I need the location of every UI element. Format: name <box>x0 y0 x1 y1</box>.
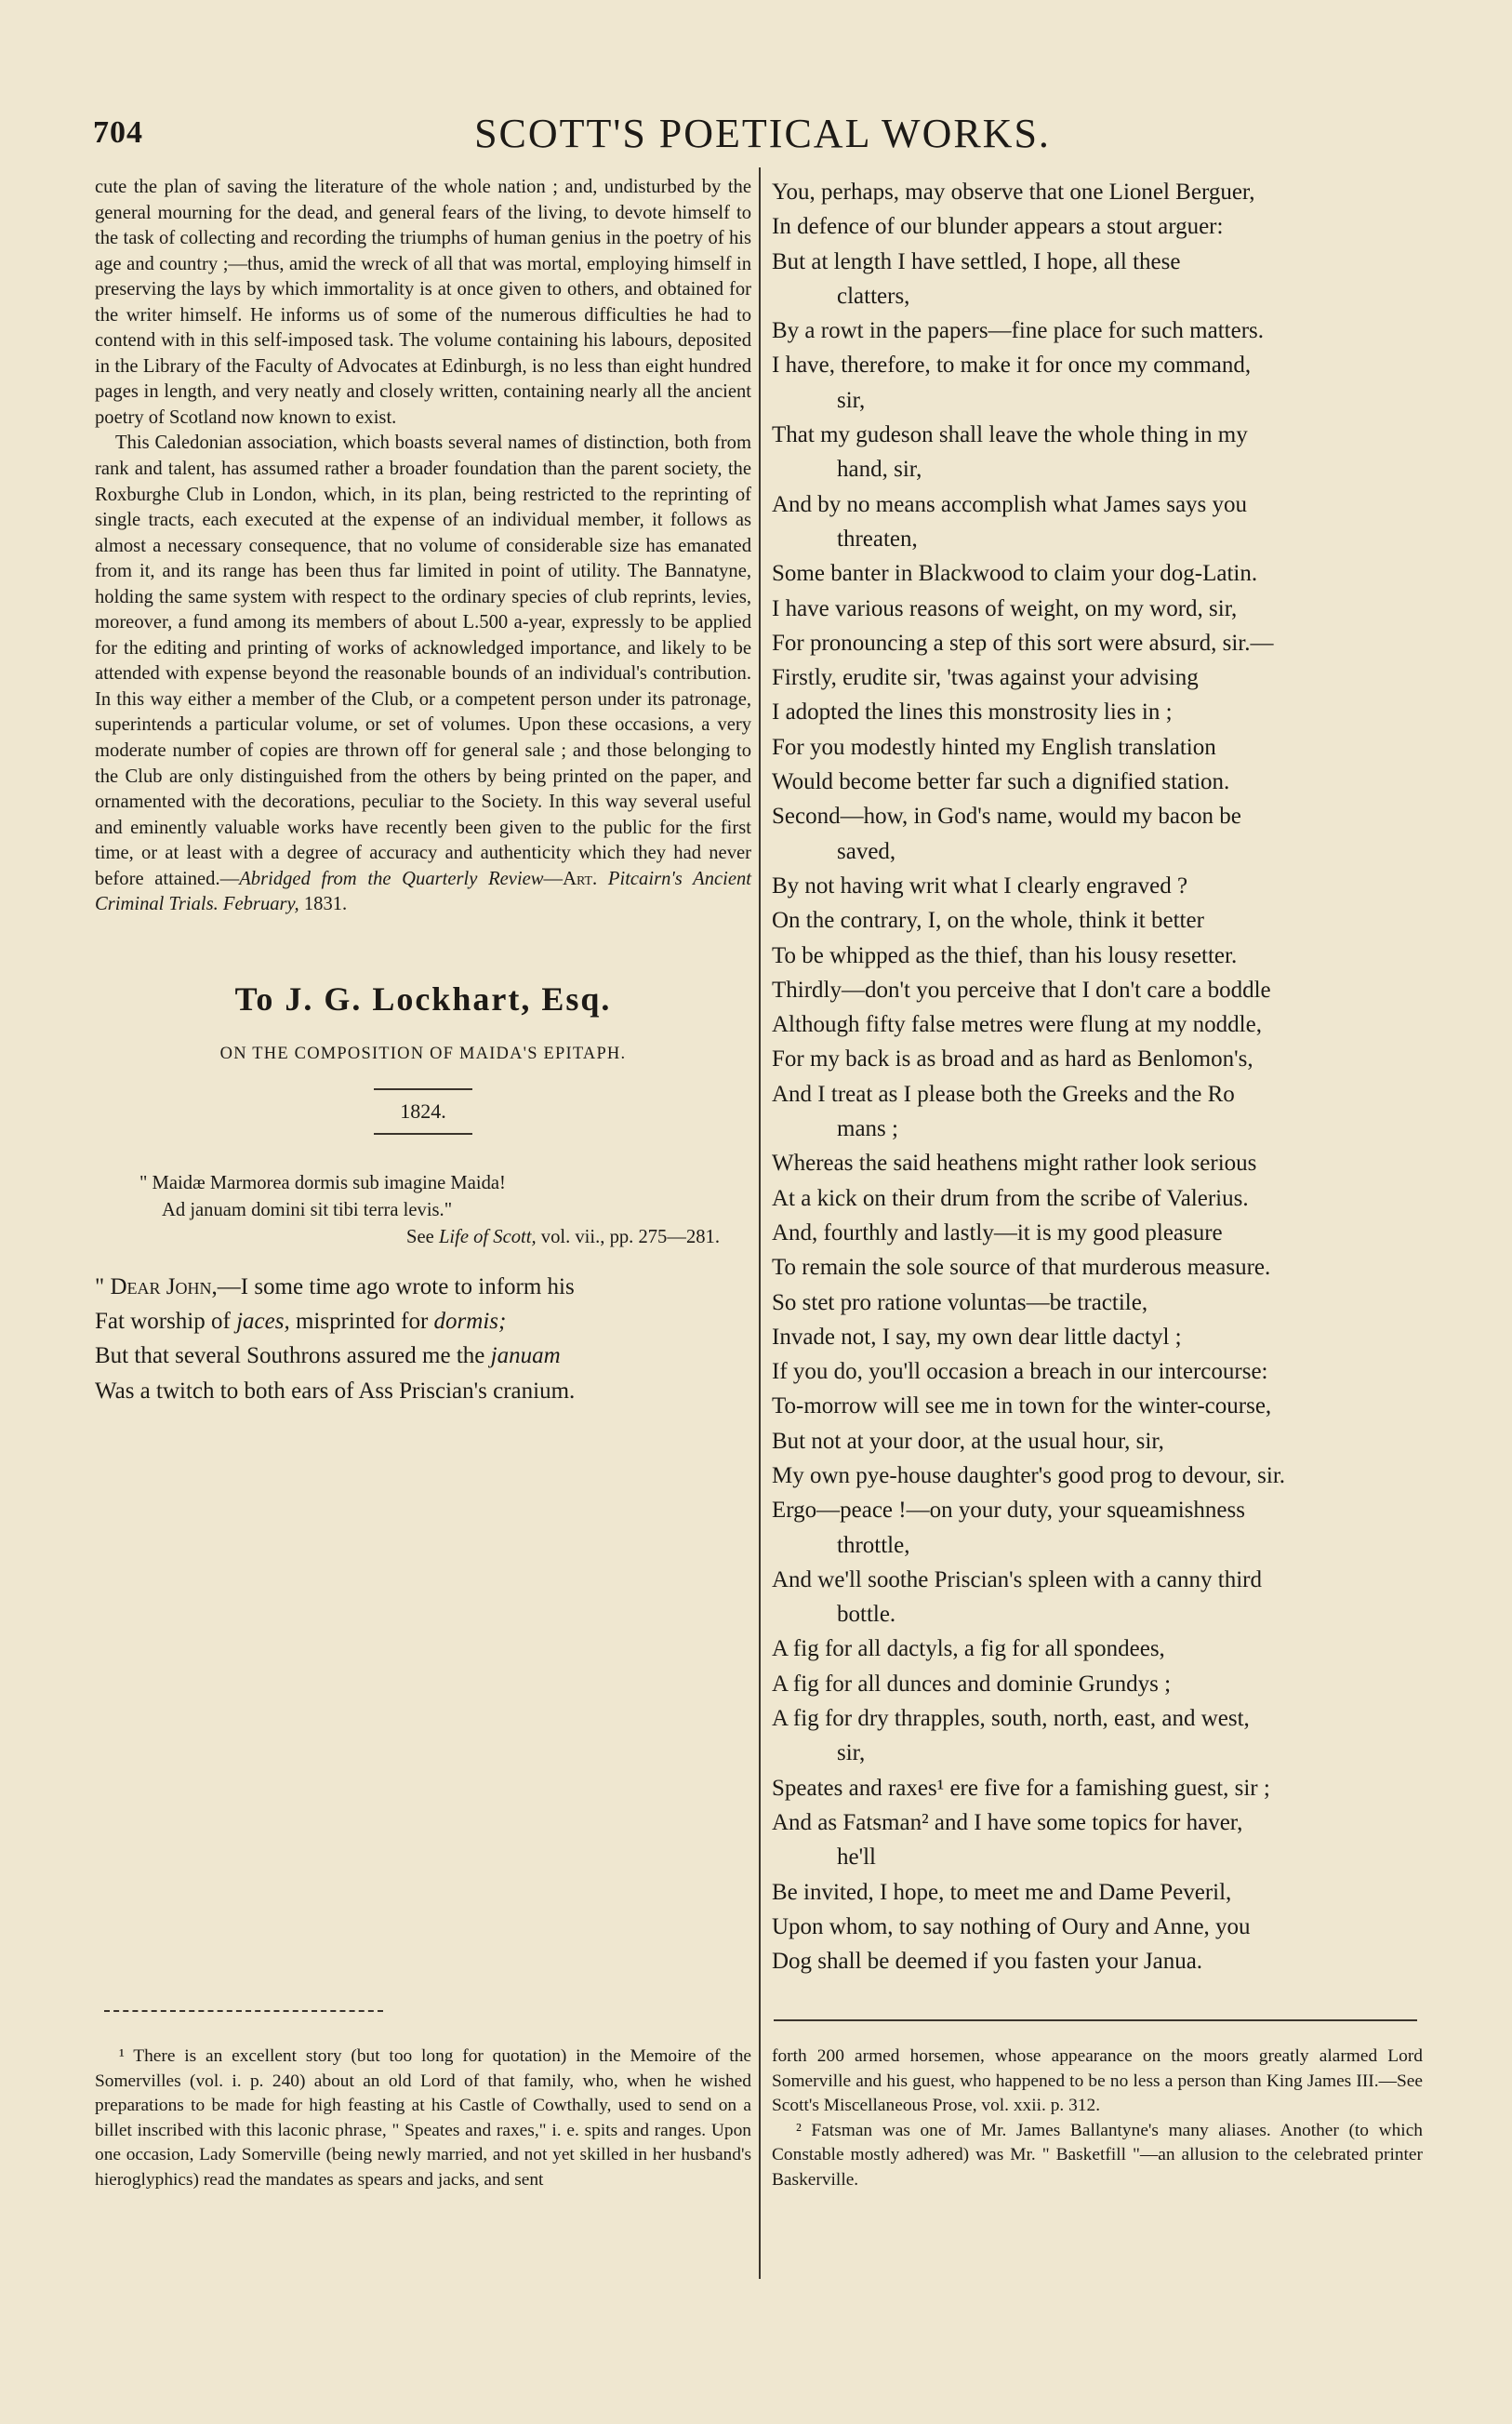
verse-line: clatters, <box>837 283 910 309</box>
footnote-1: ¹ There is an excellent story (but too long for quotation) in the Memoire of the Somervilles (vol. i. p. 240) about an old Lord of that family, who, when he wished preparations to be made for high feasting at his Castle of Cowthally, used to send on a billet inscribed with this laconic phrase, " Speates and raxes," i. e. spits and ranges. Upon one occasion, Lady Somerville (being newly married, and not yet skilled in her husband's hieroglyphics) read the mandates as spears and jacks, and sent <box>95 2046 751 2190</box>
verse-line: Some banter in Blackwood to claim your dog-Latin. <box>772 561 1258 587</box>
verse-line: threaten, <box>837 526 918 552</box>
verse-line: A fig for all dactyls, a fig for all spondees, <box>772 1636 1165 1662</box>
footnote-1-continued: forth 200 armed horsemen, whose appearance on the moors greatly alarmed Lord Somerville and his guest, who happened to be no less a person than King James III.—See Scott's Miscellaneous Prose, vol. xxii. p. 312. <box>772 2046 1423 2116</box>
verse-line: A fig for dry thrapples, south, north, east, and west, <box>772 1706 1250 1732</box>
verse-line: For my back is as broad and as hard as Benlomon's, <box>772 1046 1253 1072</box>
verse-line: And we'll soothe Priscian's spleen with a canny third <box>772 1566 1262 1592</box>
verse-line: Would become better far such a dignified station. <box>772 769 1230 795</box>
verse-line: Was a twitch to both ears of Ass Priscian's cranium. <box>95 1378 576 1404</box>
verse-line: To remain the sole source of that murderous measure. <box>772 1255 1271 1281</box>
verse-line: And by no means accomplish what James says you <box>772 491 1248 517</box>
verse-line: To be whipped as the thief, than his lousy resetter. <box>772 942 1238 968</box>
verse-line: But not at your door, at the usual hour, sir, <box>772 1428 1164 1454</box>
verse-line: throttle, <box>837 1532 910 1558</box>
verse-line: hand, sir, <box>837 457 922 483</box>
verse-line: he'll <box>837 1845 876 1871</box>
verse-line: I have various reasons of weight, on my word, sir, <box>772 595 1238 621</box>
verse-line: bottle. <box>837 1602 896 1628</box>
footnotes-right <box>772 2044 1423 2193</box>
verse-line: On the contrary, I, on the whole, think it better <box>772 908 1204 934</box>
column-divider <box>759 167 761 2279</box>
paragraph: cute the plan of saving the literature of the whole nation ; and, undisturbed by the general mourning for the dead, and general fears of the living, to devote himself to the task of collecting and recording the triumphs of human genius in the poetry of his age and country ;—thus, amid the wreck of all that was mortal, employing himself in preserving the lays by which immortality is at once given to others, and obtained for the writer himself. He informs us of some of the numerous difficulties he had to contend with in this self-imposed task. The volume containing his labours, deposited in the Library of the Faculty of Advocates at Edinburgh, is no less than eight hundred pages in length, and very neatly and closely written, containing nearly all the ancient poetry of Scotland now known to exist. <box>95 177 751 428</box>
epigraph <box>95 1170 751 1251</box>
epigraph-reference: See Life of Scott, vol. vii., pp. 275—281. <box>406 1226 720 1247</box>
verse-line: By a rowt in the papers—fine place for such matters. <box>772 318 1264 344</box>
poem-subtitle: ON THE COMPOSITION OF MAIDA'S EPITAPH. <box>219 1044 627 1063</box>
verse-line: For you modestly hinted my English translation <box>772 734 1216 760</box>
verse-line: That my gudeson shall leave the whole thing in my <box>772 422 1248 448</box>
verse-line: But that several Southrons assured me the januam <box>95 1343 561 1369</box>
verse-line: sir, <box>837 387 866 413</box>
poem-heading <box>95 979 751 1135</box>
page-number: 704 <box>93 115 143 150</box>
verse-line: If you do, you'll occasion a breach in our intercourse: <box>772 1359 1268 1385</box>
verse-line: Thirdly—don't you perceive that I don't care a boddle <box>772 977 1271 1003</box>
verse-line: " Dear John,—I some time ago wrote to inform his <box>95 1273 575 1299</box>
running-title: SCOTT'S POETICAL WORKS. <box>474 111 1051 156</box>
verse-line: I have, therefore, to make it for once my command, <box>772 353 1252 379</box>
verse-line: Invade not, I say, my own dear little dactyl ; <box>772 1324 1182 1350</box>
footnote-rule-left <box>104 2010 383 2012</box>
verse-line: Speates and raxes¹ ere five for a famishing guest, sir ; <box>772 1775 1270 1801</box>
verse-line: So stet pro ratione voluntas—be tractile, <box>772 1289 1148 1315</box>
verse-line: Firstly, erudite sir, 'twas against your advising <box>772 665 1199 691</box>
verse-line: At a kick on their drum from the scribe of Valerius. <box>772 1185 1249 1211</box>
verse-line: A fig for all dunces and dominie Grundys ; <box>772 1671 1172 1697</box>
verse-line: For pronouncing a step of this sort were absurd, sir.— <box>772 630 1274 656</box>
verse-line: Upon whom, to say nothing of Oury and Anne, you <box>772 1913 1251 1939</box>
paragraph: This Caledonian association, which boasts several names of distinction, both from rank and talent, has assumed rather a broader foundation than the parent society, the Roxburghe Club in London, which, in its plan, being restricted to the reprinting of single tracts, each executed at the expense of an individual member, it follows as almost a necessary consequence, that no volume of considerable size has emanated from it, and its range has been thus far limited in point of utility. The Bannatyne, holding the same system with respect to the ordinary species of club reprints, levies, moreover, a fund among its members of about L.500 a-year, expressly to be applied for the editing and printing of works of acknowledged importance, and likely to be attended with expense beyond the reasonable bounds of an individual's contribution. In this way either a member of the Club, or a competent person under its patronage, superintends a particular volume, or set of volumes. Upon these occasions, a very moderate number of copies are thrown off for general sale ; and those belonging to the Club are only distinguished from the others by being printed on the paper, and ornamented with the decorations, peculiar to the Society. In this way several useful and eminently valuable works have recently been given to the public for the first time, or at least with a degree of accuracy and authenticity which they had never before attained.—Abridged from the Quarterly Review—Art. Pitcairn's Ancient Criminal Trials. February, 1831. <box>95 433 752 915</box>
verse-line: And, fourthly and lastly—it is my good pleasure <box>772 1219 1223 1245</box>
left-column <box>95 175 751 1408</box>
footnotes-left <box>95 2044 751 2193</box>
verse-line: My own pye-house daughter's good prog to devour, sir. <box>772 1462 1286 1488</box>
verse-line: Dog shall be deemed if you fasten your Janua. <box>772 1949 1203 1975</box>
verse-line: sir, <box>837 1740 866 1766</box>
verse-line: Be invited, I hope, to meet me and Dame Peveril, <box>772 1879 1232 1905</box>
right-column-verse <box>772 175 1423 1978</box>
footnote-rule-right <box>774 2019 1417 2021</box>
verse-line: Fat worship of jaces, misprinted for dormis; <box>95 1309 507 1335</box>
epigraph-line: Ad januam domini sit tibi terra levis." <box>162 1199 453 1220</box>
verse-line: mans ; <box>837 1116 898 1142</box>
essay-text <box>95 175 751 918</box>
verse-line: Second—how, in God's name, would my bacon be <box>772 804 1241 830</box>
verse-line: saved, <box>837 838 896 864</box>
verse-line: Whereas the said heathens might rather look serious <box>772 1151 1257 1177</box>
verse-line: Ergo—peace !—on your duty, your squeamishness <box>772 1498 1245 1524</box>
running-head <box>93 110 1432 162</box>
verse-line: You, perhaps, may observe that one Lionel Berguer, <box>772 180 1255 205</box>
verse-line: Although fifty false metres were flung at my noddle, <box>772 1012 1262 1038</box>
poem-date: 1824. <box>374 1088 472 1135</box>
verse-line: And I treat as I please both the Greeks and the Ro <box>772 1081 1235 1107</box>
verse-line: In defence of our blunder appears a stout arguer: <box>772 214 1224 240</box>
verse-line: I adopted the lines this monstrosity lies in ; <box>772 699 1173 726</box>
letter-verse-start <box>95 1270 751 1408</box>
footnote-2: ² Fatsman was one of Mr. James Ballantyne's many aliases. Another (to which Constable mostly adhered) was Mr. " Basketfill "—an allusion to the celebrated printer Baskerville. <box>772 2120 1423 2190</box>
verse-line: To-morrow will see me in town for the winter-course, <box>772 1393 1272 1419</box>
verse-line: And as Fatsman² and I have some topics for haver, <box>772 1809 1243 1835</box>
verse-line: But at length I have settled, I hope, all these <box>772 248 1181 274</box>
poem-title: To J. G. Lockhart, Esq. <box>234 979 612 1018</box>
epigraph-line: " Maidæ Marmorea dormis sub imagine Maida! <box>139 1172 506 1193</box>
verse-line: By not having writ what I clearly engraved ? <box>772 872 1188 899</box>
